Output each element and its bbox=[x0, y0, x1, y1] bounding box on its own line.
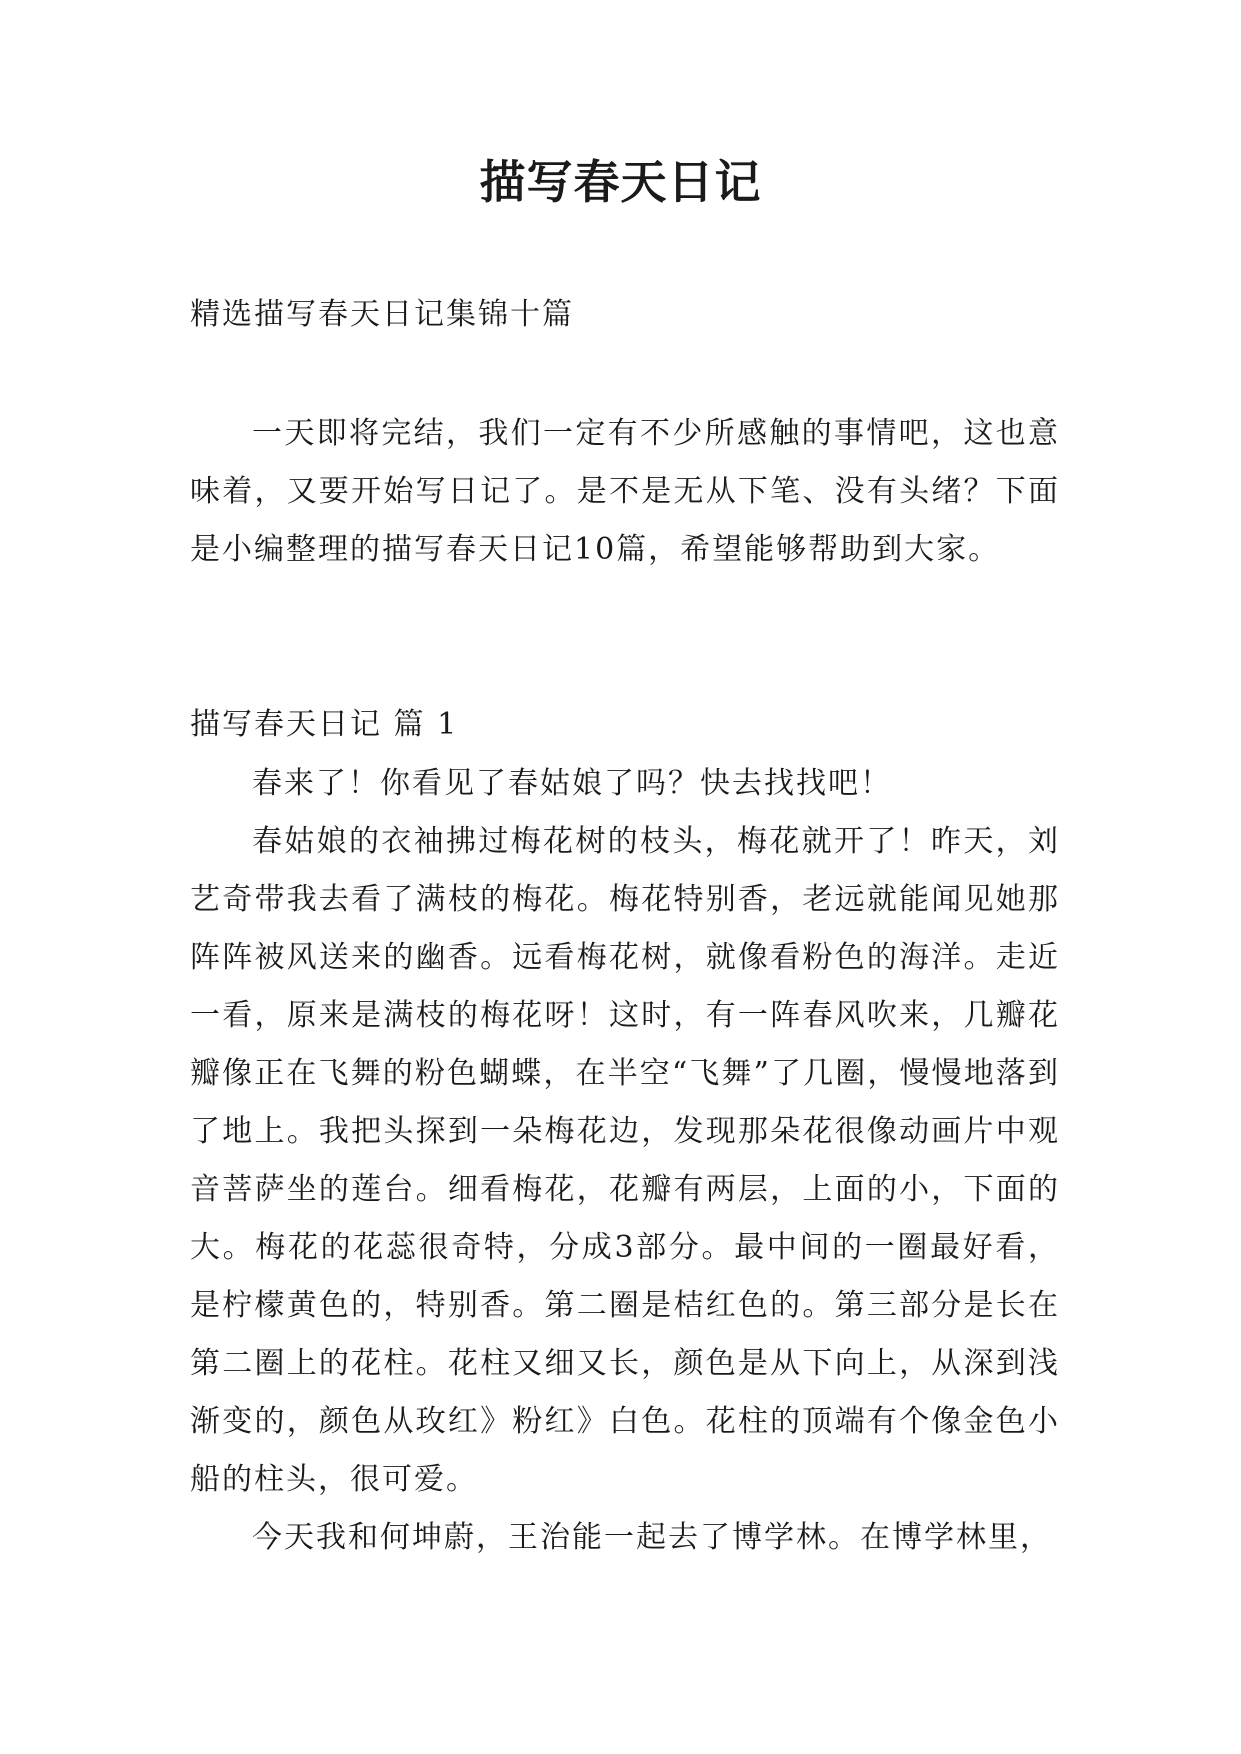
intro-paragraph: 一天即将完结，我们一定有不少所感触的事情吧，这也意味着，又要开始写日记了。是不是无从下笔、没有头绪？下面是小编整理的描写春天日记10篇，希望能够帮助到大家。 bbox=[190, 416, 1060, 567]
body-paragraph: 春来了！你看见了春姑娘了吗？快去找找吧！ bbox=[252, 766, 892, 801]
body-paragraph: 春姑娘的衣袖拂过梅花树的枝头，梅花就开了！昨天，刘艺奇带我去看了满枝的梅花。梅花特别香，老远就能闻见她那阵阵被风送来的幽香。远看梅花树，就像看粉色的海洋。走近一看，原来是满枝的梅花呀！这时，有一阵春风吹来，几瓣花瓣像正在飞舞的粉色蝴蝶，在半空“飞舞”了几圈，慢慢地落到了地上。我把头探到一朵梅花边，发现那朵花很像动画片中观音菩萨坐的莲台。细看梅花，花瓣有两层，上面的小，下面的大。梅花的花蕊很奇特，分成3部分。最中间的一圈最好看，是柠檬黄色的，特别香。第二圈是桔红色的。第三部分是长在第二圈上的花柱。花柱又细又长，颜色是从下向上，从深到浅渐变的，颜色从玫红》粉红》白色。花柱的顶端有个像金色小船的柱头，很可爱。 bbox=[190, 824, 1060, 1497]
section-body bbox=[190, 755, 1060, 1567]
document-title: 描写春天日记 bbox=[479, 155, 762, 209]
section-heading: 描写春天日记 篇 1 bbox=[190, 707, 459, 742]
document-subtitle: 精选描写春天日记集锦十篇 bbox=[190, 297, 574, 332]
body-paragraph: 今天我和何坤蔚，王治能一起去了博学林。在博学林里， bbox=[252, 1520, 1052, 1555]
